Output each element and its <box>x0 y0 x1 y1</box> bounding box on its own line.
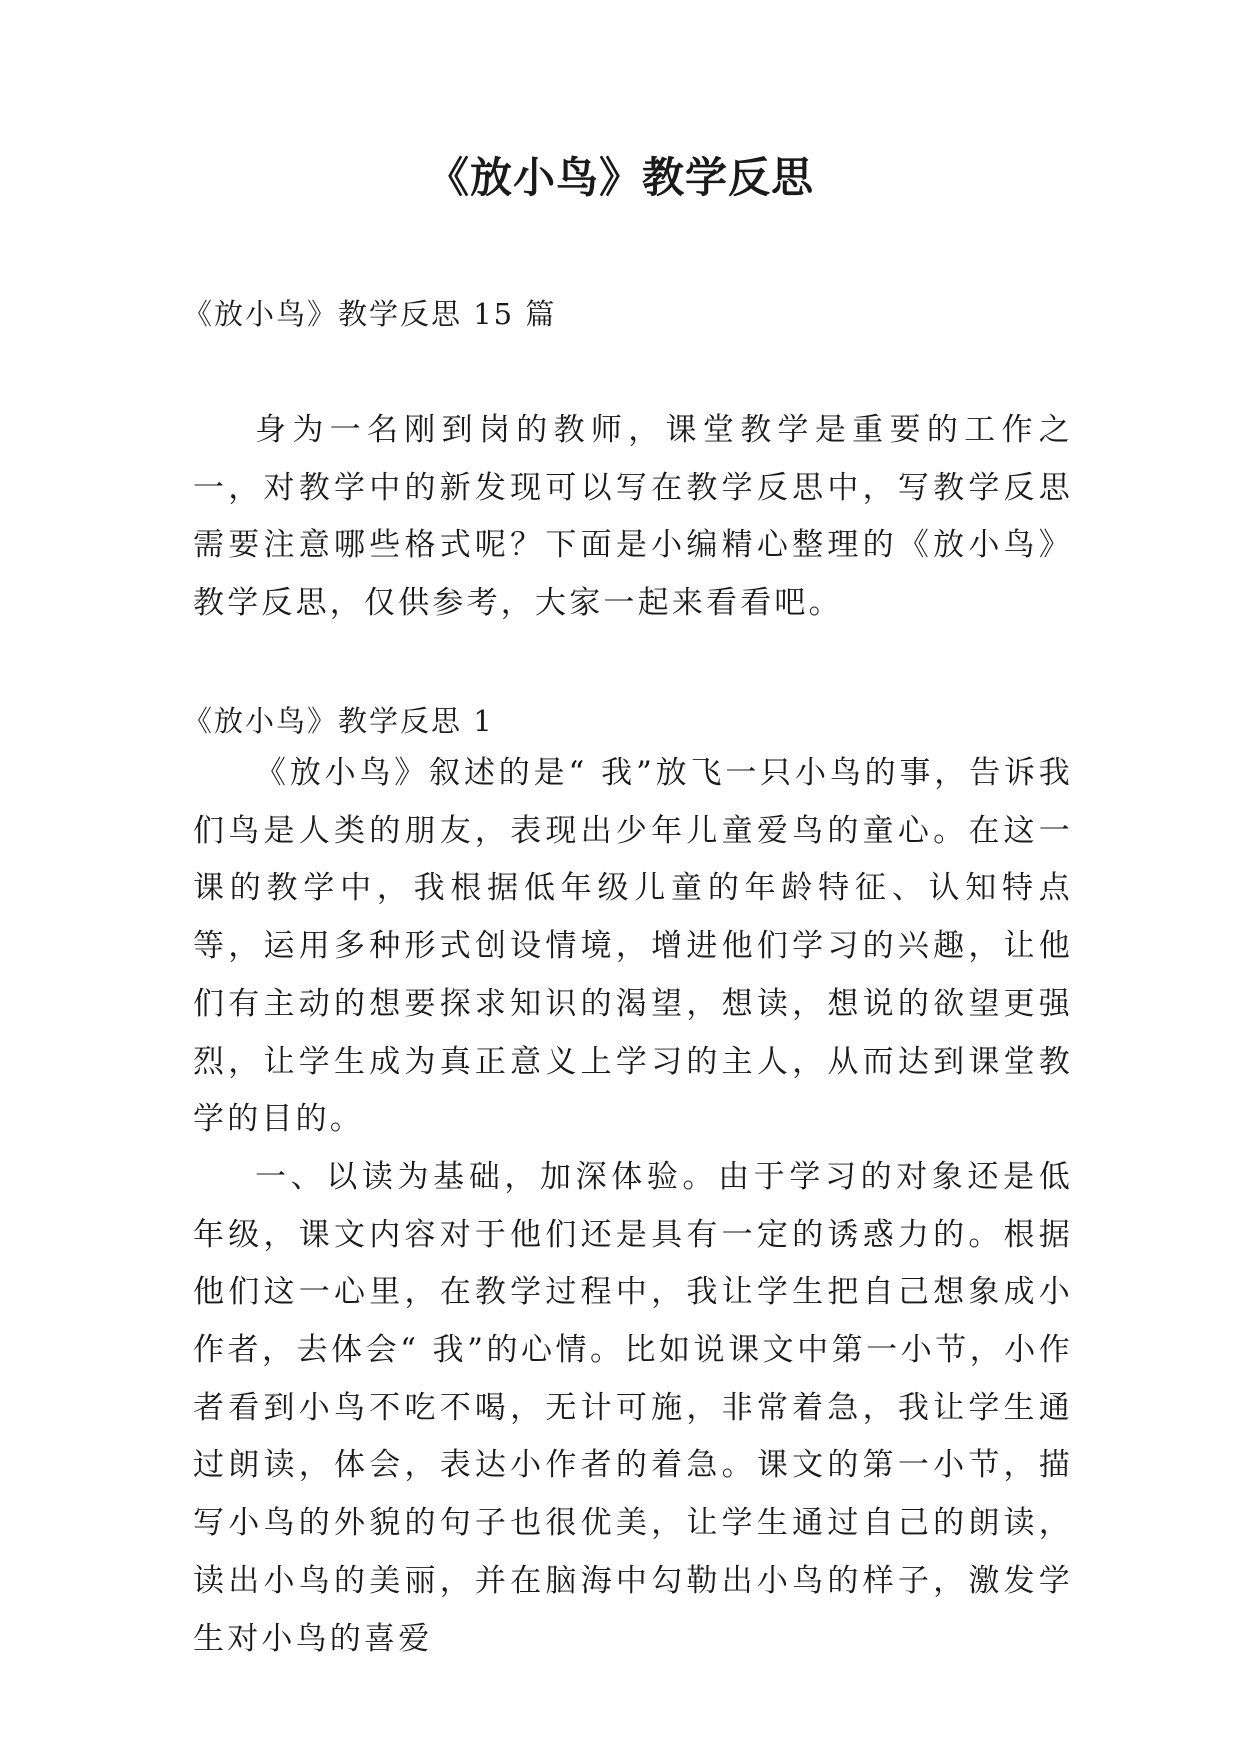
intro-section <box>193 402 1073 633</box>
section-1-paragraph-1: 《放小鸟》叙述的是“ 我”放飞一只小鸟的事，告诉我们鸟是人类的朋友，表现出少年儿童爱鸟的童心。在这一课的教学中，我根据低年级儿童的年龄特征、认知特点等，运用多种形式创设情境，增进他们学习的兴趣，让他们有主动的想要探求知识的渴望，想读，想说的欲望更强烈，让学生成为真正意义上学习的主人，从而达到课堂教学的目的。 <box>193 755 1073 1138</box>
intro-paragraph: 身为一名刚到岗的教师，课堂教学是重要的工作之一，对教学中的新发现可以写在教学反思中，写教学反思需要注意哪些格式呢？下面是小编精心整理的《放小鸟》教学反思，仅供参考，大家一起来看看吧。 <box>193 412 1073 622</box>
section-heading-1: 《放小鸟》教学反思 1 <box>183 704 494 738</box>
section-1-paragraph-2: 一、以读为基础，加深体验。由于学习的对象还是低年级，课文内容对于他们还是具有一定的诱惑力的。根据他们这一心里，在教学过程中，我让学生把自己想象成小作者，去体会“ 我”的心情。比如说课文中第一小节，小作者看到小鸟不吃不喝，无计可施，非常着急，我让学生通过朗读，体会，表达小作者的着急。课文的第一小节，描写小鸟的外貌的句子也很优美，让学生通过自己的朗读，读出小鸟的美丽，并在脑海中勾勒出小鸟的样子，激发学生对小鸟的喜爱 <box>193 1158 1073 1657</box>
section-1-body <box>193 745 1073 1668</box>
document-subtitle: 《放小鸟》教学反思 15 篇 <box>183 297 557 331</box>
document-title: 《放小鸟》教学反思 <box>426 153 814 202</box>
